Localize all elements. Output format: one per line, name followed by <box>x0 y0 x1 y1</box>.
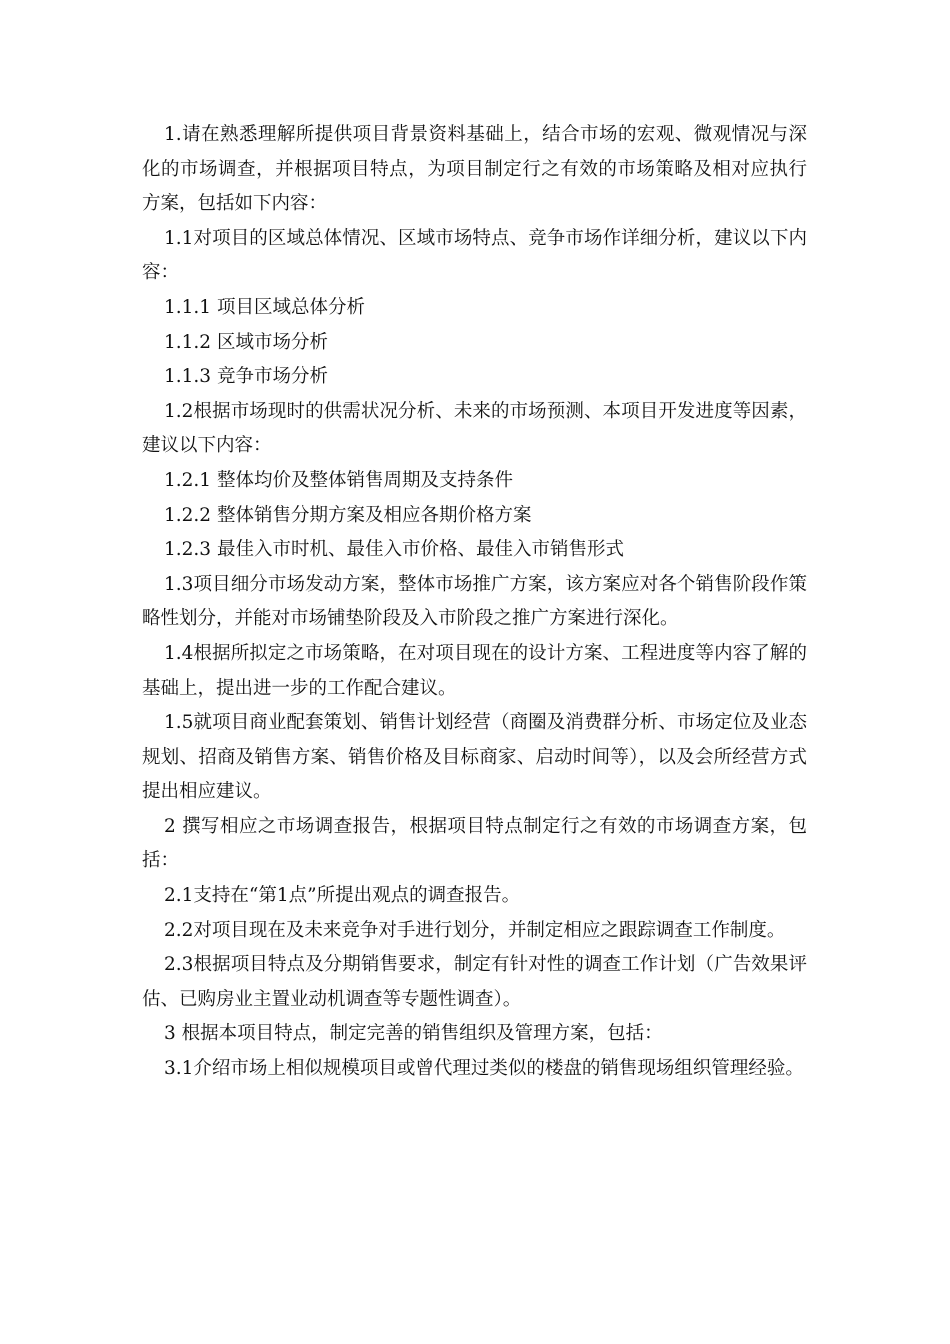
paragraph-1: 1.请在熟悉理解所提供项目背景资料基础上，结合市场的宏观、微观情况与深化的市场调查，并根据项目特点，为项目制定行之有效的市场策略及相对应执行方案，包括如下内容： <box>142 124 807 215</box>
paragraph-3-1: 3.1介绍市场上相似规模项目或曾代理过类似的楼盘的销售现场组织管理经验。 <box>164 1058 804 1080</box>
paragraph-1-2-3: 1.2.3 最佳入市时机、最佳入市价格、最佳入市销售形式 <box>164 539 624 561</box>
document-body <box>142 118 807 1087</box>
paragraph-2-3: 2.3根据项目特点及分期销售要求，制定有针对性的调查工作计划（广告效果评估、已购房业主置业动机调查等专题性调查）。 <box>142 954 807 1010</box>
paragraph-1-2-2: 1.2.2 整体销售分期方案及相应各期价格方案 <box>164 504 532 526</box>
paragraph-3: 3 根据本项目特点，制定完善的销售组织及管理方案，包括： <box>164 1023 663 1045</box>
paragraph-2-1: 2.1支持在“第1点”所提出观点的调查报告。 <box>164 885 521 907</box>
paragraph-1-4: 1.4根据所拟定之市场策略，在对项目现在的设计方案、工程进度等内容了解的基础上，提出进一步的工作配合建议。 <box>142 642 807 699</box>
paragraph-1-1-1: 1.1.1 项目区域总体分析 <box>164 296 365 318</box>
paragraph-2: 2 撰写相应之市场调查报告，根据项目特点制定行之有效的市场调查方案，包括： <box>142 815 807 872</box>
paragraph-1-3: 1.3项目细分市场发动方案，整体市场推广方案，该方案应对各个销售阶段作策略性划分，并能对市场铺垫阶段及入市阶段之推广方案进行深化。 <box>142 573 807 630</box>
paragraph-1-1-3: 1.1.3 竞争市场分析 <box>164 366 328 388</box>
paragraph-1-1: 1.1对项目的区域总体情况、区域市场特点、竞争市场作详细分析，建议以下内容： <box>142 227 807 284</box>
paragraph-1-2: 1.2根据市场现时的供需状况分析、未来的市场预测、本项目开发进度等因素，建议以下内容： <box>142 400 807 457</box>
paragraph-1-2-1: 1.2.1 整体均价及整体销售周期及支持条件 <box>164 469 513 491</box>
paragraph-1-5: 1.5就项目商业配套策划、销售计划经营（商圈及消费群分析、市场定位及业态规划、招商及销售方案、销售价格及目标商家、启动时间等），以及会所经营方式提出相应建议。 <box>142 712 807 803</box>
paragraph-2-2: 2.2对项目现在及未来竞争对手进行划分，并制定相应之跟踪调查工作制度。 <box>164 919 786 941</box>
paragraph-1-1-2: 1.1.2 区域市场分析 <box>164 331 328 353</box>
